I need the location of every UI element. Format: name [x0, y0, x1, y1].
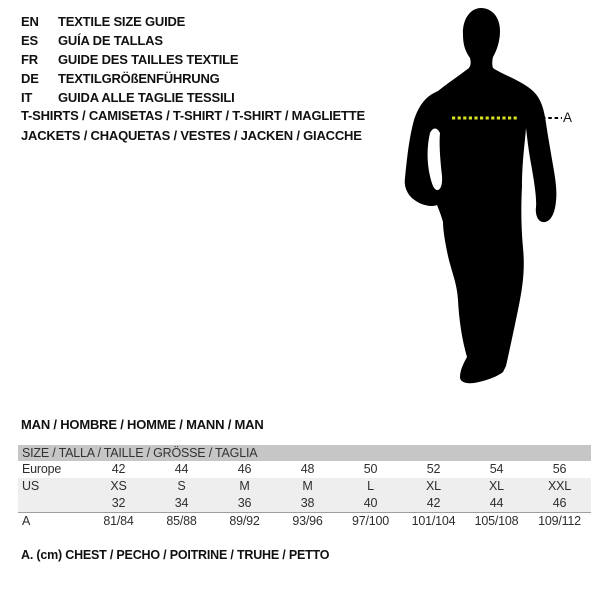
table-cell: 42 [111, 462, 126, 476]
language-row-fr [21, 50, 238, 69]
table-cell: 89/92 [229, 514, 260, 528]
language-row-en [21, 12, 238, 31]
table-cell: 36 [237, 496, 252, 510]
garment-categories [21, 106, 365, 145]
row-label: A [22, 514, 31, 528]
table-row-numeric [18, 495, 591, 513]
table-cell: 97/100 [351, 514, 390, 528]
table-cell: 101/104 [411, 514, 456, 528]
table-cell: 50 [363, 462, 378, 476]
table-cell: 56 [552, 462, 567, 476]
table-cell: 34 [174, 496, 189, 510]
table-cell: 42 [426, 496, 441, 510]
table-cell: 32 [111, 496, 126, 510]
table-cell: XL [426, 479, 441, 493]
language-label: TEXTILE SIZE GUIDE [58, 14, 186, 29]
language-code: FR [21, 52, 38, 67]
table-cell: 40 [363, 496, 378, 510]
table-cell: XXL [547, 479, 572, 493]
language-code: IT [21, 90, 33, 105]
language-list [21, 12, 238, 107]
language-code: ES [21, 33, 38, 48]
table-cell: XL [489, 479, 504, 493]
table-cell: 38 [300, 496, 315, 510]
category-line-jackets: JACKETS / CHAQUETAS / VESTES / JACKEN / GIACCHE [21, 127, 362, 143]
table-cell: 48 [300, 462, 315, 476]
measurement-footnote: A. (cm) CHEST / PECHO / POITRINE / TRUHE / PETTO [21, 548, 330, 562]
table-cell: 44 [174, 462, 189, 476]
table-row-us [18, 478, 591, 495]
table-cell: 46 [552, 496, 567, 510]
language-row-de [21, 69, 238, 88]
measure-label-a: A [563, 110, 573, 125]
table-cell: L [367, 479, 374, 493]
size-table [18, 445, 591, 530]
row-label [18, 495, 87, 512]
row-label: US [22, 479, 39, 493]
language-code: EN [21, 14, 39, 29]
table-cell: M [239, 479, 250, 493]
table-cell: 85/88 [166, 514, 197, 528]
language-label: GUIDA ALLE TAGLIE TESSILI [58, 90, 235, 105]
table-cell: 54 [489, 462, 504, 476]
table-cell: 46 [237, 462, 252, 476]
size-table-header: SIZE / TALLA / TAILLE / GRÖSSE / TAGLIA [18, 445, 591, 461]
language-label: TEXTILGRÖßENFÜHRUNG [58, 71, 220, 86]
language-row-es [21, 31, 238, 50]
language-row-it [21, 88, 238, 107]
table-cell: 105/108 [474, 514, 519, 528]
section-title-man: MAN / HOMBRE / HOMME / MANN / MAN [21, 417, 264, 432]
table-cell: S [177, 479, 186, 493]
table-cell: 109/112 [538, 514, 581, 528]
row-label: Europe [22, 462, 62, 476]
table-row-chest-a [18, 513, 591, 530]
table-cell: 52 [426, 462, 441, 476]
category-line-tshirts: T-SHIRTS / CAMISETAS / T-SHIRT / T-SHIRT / MAGLIETTE [21, 108, 365, 123]
man-silhouette-body [405, 8, 557, 383]
table-row-europe [18, 461, 591, 478]
language-label: GUÍA DE TALLAS [58, 33, 163, 48]
language-code: DE [21, 71, 39, 86]
table-cell: XS [110, 479, 127, 493]
language-label: GUIDE DES TAILLES TEXTILE [58, 52, 239, 67]
man-silhouette [390, 0, 600, 400]
table-cell: 44 [489, 496, 504, 510]
table-cell: 81/84 [103, 514, 134, 528]
table-cell: 93/96 [292, 514, 323, 528]
table-cell: M [302, 479, 313, 493]
